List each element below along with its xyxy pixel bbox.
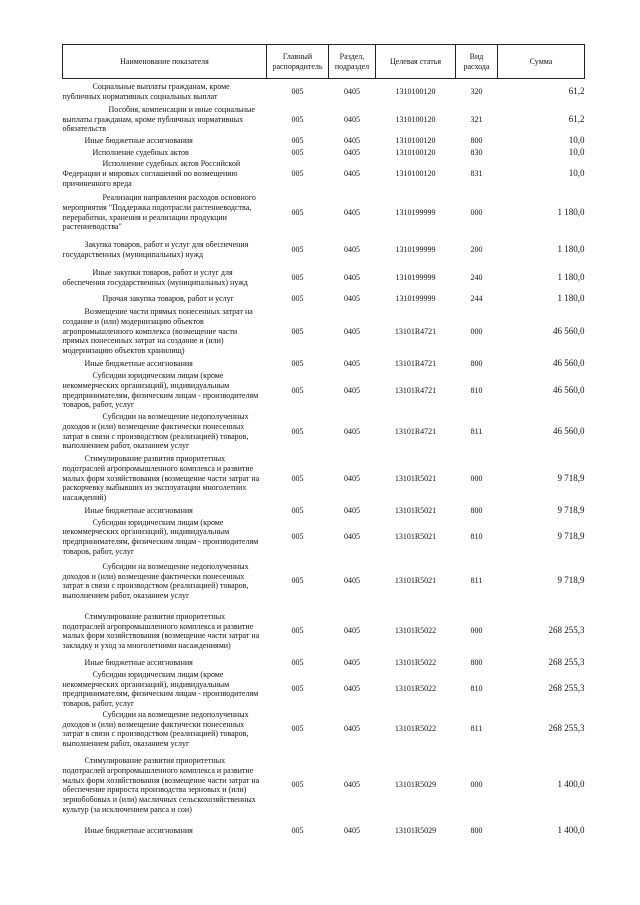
row-type: 830	[470, 147, 483, 157]
row-target: 13101R5021	[394, 532, 437, 542]
row-sum: 268 255,3	[548, 723, 585, 734]
row-section: 0405	[344, 385, 360, 395]
row-name: Стимулирование развития приоритетных подотраслей агропромышленного комплекса и развитие малых форм хозяйствования (возмещение части затрат на раскорчевку выбывших из эксплуатации многолетних насаждений)	[62, 454, 260, 503]
row-name: Закупка товаров, работ и услуг для обеспечения государственных (муниципальных) нужд	[62, 239, 249, 259]
row-type: 810	[470, 532, 483, 542]
row-admin: 005	[291, 359, 304, 369]
row-type: 811	[470, 426, 483, 436]
row-section: 0405	[344, 86, 360, 96]
table-row	[63, 190, 585, 236]
row-sum: 1 180,0	[557, 206, 585, 217]
row-admin: 005	[291, 684, 304, 694]
row-type: 811	[470, 576, 483, 586]
row-admin: 005	[291, 135, 304, 145]
row-type: 800	[470, 826, 483, 836]
row-name: Субсидии юридическим лицам (кроме некоммерческих организаций), индивидуальным предпринимателям, физическим лицам - производителям товаров, работ, услуг	[62, 669, 259, 709]
row-section: 0405	[344, 272, 360, 282]
table-row	[63, 292, 585, 306]
table-row	[63, 709, 585, 749]
row-name: Пособия, компенсации и иные социальные выплаты гражданам, кроме публичных нормативных обязательств	[62, 104, 255, 134]
table-row	[63, 606, 585, 656]
row-admin: 005	[291, 780, 304, 790]
row-admin: 005	[291, 506, 304, 516]
row-target: 13101R5022	[394, 657, 437, 667]
row-admin: 005	[291, 657, 304, 667]
budget-table	[62, 44, 585, 841]
row-type: 000	[470, 780, 483, 790]
row-sum: 46 560,0	[553, 425, 585, 436]
row-target: 13101R5029	[394, 780, 437, 790]
row-type: 000	[470, 473, 483, 483]
row-target: 13101R5021	[394, 506, 437, 516]
row-type: 321	[470, 114, 483, 124]
row-section: 0405	[344, 473, 360, 483]
row-section: 0405	[344, 684, 360, 694]
row-sum: 1 180,0	[557, 271, 585, 282]
table-row	[63, 669, 585, 709]
header-type: Вид расхода	[456, 45, 498, 79]
row-type: 240	[470, 272, 483, 282]
row-target: 1310100120	[395, 135, 436, 145]
row-section: 0405	[344, 506, 360, 516]
row-name: Иные закупки товаров, работ и услуг для обеспечения государственных (муниципальных) нужд	[62, 267, 248, 287]
row-type: 000	[470, 207, 483, 217]
row-target: 13101R5022	[394, 626, 437, 636]
row-section: 0405	[344, 114, 360, 124]
row-name: Прочая закупка товаров, работ и услуг	[102, 293, 234, 303]
row-admin: 005	[291, 385, 304, 395]
header-name: Наименование показателя	[63, 45, 267, 79]
row-section: 0405	[344, 244, 360, 254]
row-target: 1310100120	[395, 169, 436, 179]
row-sum: 46 560,0	[553, 325, 585, 336]
row-admin: 005	[291, 272, 304, 282]
row-sum: 268 255,3	[548, 683, 585, 694]
row-type: 200	[470, 244, 483, 254]
table-row	[63, 371, 585, 411]
row-type: 810	[470, 684, 483, 694]
row-name: Стимулирование развития приоритетных подотраслей агропромышленного комплекса и развитие малых форм хозяйствования (возмещение части затрат на закладку и уход за многолетними насаждениями)	[62, 611, 260, 651]
row-target: 1310100120	[395, 86, 436, 96]
row-target: 13101R5022	[394, 684, 437, 694]
row-section: 0405	[344, 147, 360, 157]
table-row	[63, 105, 585, 135]
row-target: 13101R4721	[394, 385, 437, 395]
row-target: 1310199999	[395, 244, 436, 254]
row-sum: 61,2	[568, 85, 585, 96]
row-name: Исполнение судебных актов	[92, 147, 189, 157]
row-type: 800	[470, 135, 483, 145]
header-section: Раздел, подраздел	[329, 45, 376, 79]
table-row	[63, 518, 585, 557]
row-target: 13101R5021	[394, 576, 437, 586]
row-name: Иные бюджетные ассигнования	[84, 657, 193, 667]
row-admin: 005	[291, 86, 304, 96]
row-type: 831	[470, 169, 483, 179]
row-section: 0405	[344, 576, 360, 586]
row-name: Исполнение судебных актов Российской Федерации и мировых соглашений по возмещению причиненного вреда	[62, 159, 241, 188]
header-admin: Главный распорядитель	[267, 45, 329, 79]
row-type: 800	[470, 359, 483, 369]
row-admin: 005	[291, 426, 304, 436]
row-name: Субсидии на возмещение недополученных доходов и (или) возмещение фактически понесенных затрат в связи с производством (реализацией) товаров, выполнением работ, оказанием услуг	[62, 709, 249, 749]
row-target: 1310100120	[395, 114, 436, 124]
row-section: 0405	[344, 532, 360, 542]
row-name: Субсидии на возмещение недополученных доходов и (или) возмещение фактически понесенных затрат в связи с производством (реализацией) товаров, выполнением работ, оказанием услуг	[62, 561, 249, 601]
row-target: 1310199999	[395, 272, 436, 282]
row-type: 800	[470, 506, 483, 516]
row-admin: 005	[291, 576, 304, 586]
row-sum: 9 718,9	[557, 472, 585, 483]
row-sum: 10,0	[568, 134, 585, 145]
table-row	[63, 79, 585, 105]
row-admin: 005	[291, 532, 304, 542]
row-admin: 005	[291, 169, 304, 179]
row-name: Возмещение части прямых понесенных затрат на создание и (или) модернизацию объектов агропромышленного комплекса (возмещение части прямых понесенных затрат на создание и (или) модернизацию объектов хранилищ)	[62, 307, 253, 356]
row-target: 13101R4721	[394, 426, 437, 436]
row-target: 13101R5021	[394, 473, 437, 483]
header-target: Целевая статья	[376, 45, 456, 79]
row-sum: 46 560,0	[553, 358, 585, 369]
row-admin: 005	[291, 826, 304, 836]
table-row	[63, 135, 585, 147]
row-sum: 10,0	[568, 146, 585, 157]
row-section: 0405	[344, 207, 360, 217]
row-sum: 1 400,0	[557, 825, 585, 836]
row-sum: 10,0	[568, 168, 585, 179]
table-header	[63, 45, 585, 79]
row-admin: 005	[291, 207, 304, 217]
row-section: 0405	[344, 780, 360, 790]
header-sum: Сумма	[498, 45, 585, 79]
row-name: Субсидии юридическим лицам (кроме некоммерческих организаций), индивидуальным предпринимателям, физическим лицам - производителям товаров, работ, услуг	[62, 371, 259, 410]
row-name: Субсидии на возмещение недополученных доходов и (или) возмещение фактически понесенных затрат в связи с производством (реализацией) товаров, выполнением работ, оказанием услуг	[62, 412, 249, 451]
row-section: 0405	[344, 326, 360, 336]
table-row	[63, 236, 585, 264]
row-type: 320	[470, 86, 483, 96]
row-type: 811	[470, 724, 483, 734]
table-row	[63, 505, 585, 518]
row-admin: 005	[291, 147, 304, 157]
row-sum: 46 560,0	[553, 384, 585, 395]
table-row	[63, 147, 585, 159]
row-type: 810	[470, 385, 483, 395]
row-name: Стимулирование развития приоритетных подотраслей агропромышленного комплекса и развитие малых форм хозяйствования (возмещение части затрат на обеспечение прироста производства зерновых и (или) зернобобовых и (или) масличных сельскохозяйственных культур (за исключением рапса и сои)	[62, 756, 260, 814]
row-name: Субсидии юридическим лицам (кроме некоммерческих организаций), индивидуальным предпринимателям, физическим лицам - производителям товаров, работ, услуг	[62, 517, 259, 556]
row-sum: 1 180,0	[557, 292, 585, 303]
row-target: 1310199999	[395, 293, 436, 303]
row-admin: 005	[291, 626, 304, 636]
table-body	[63, 79, 585, 842]
row-name: Иные бюджетные ассигнования	[84, 135, 193, 145]
row-admin: 005	[291, 326, 304, 336]
row-name: Иные бюджетные ассигнования	[84, 826, 193, 836]
row-section: 0405	[344, 626, 360, 636]
row-section: 0405	[344, 724, 360, 734]
row-section: 0405	[344, 657, 360, 667]
row-admin: 005	[291, 114, 304, 124]
row-section: 0405	[344, 169, 360, 179]
row-name: Социальные выплаты гражданам, кроме публичных нормативных социальных выплат	[62, 82, 230, 101]
row-type: 244	[470, 293, 483, 303]
row-section: 0405	[344, 359, 360, 369]
table-row	[63, 749, 585, 821]
row-sum: 1 180,0	[557, 243, 585, 254]
row-target: 1310199999	[395, 207, 436, 217]
row-name: Иные бюджетные ассигнования	[84, 506, 193, 516]
row-admin: 005	[291, 293, 304, 303]
row-admin: 005	[291, 244, 304, 254]
row-target: 13101R4721	[394, 326, 437, 336]
row-name: Иные бюджетные ассигнования	[84, 359, 193, 369]
row-sum: 1 400,0	[557, 779, 585, 790]
row-type: 000	[470, 326, 483, 336]
row-admin: 005	[291, 473, 304, 483]
row-section: 0405	[344, 426, 360, 436]
table-row	[63, 264, 585, 292]
row-admin: 005	[291, 724, 304, 734]
row-sum: 9 718,9	[557, 531, 585, 542]
row-sum: 61,2	[568, 113, 585, 124]
table-row	[63, 358, 585, 371]
row-target: 1310100120	[395, 147, 436, 157]
table-row	[63, 821, 585, 841]
row-type: 000	[470, 626, 483, 636]
row-section: 0405	[344, 293, 360, 303]
row-type: 800	[470, 657, 483, 667]
table-row	[63, 306, 585, 358]
row-section: 0405	[344, 135, 360, 145]
table-row	[63, 411, 585, 453]
table-row	[63, 453, 585, 505]
row-section: 0405	[344, 826, 360, 836]
row-sum: 268 255,3	[548, 625, 585, 636]
row-sum: 9 718,9	[557, 575, 585, 586]
table-row	[63, 159, 585, 190]
table-row	[63, 556, 585, 606]
table-row	[63, 656, 585, 669]
row-target: 13101R5022	[394, 724, 437, 734]
row-name: Реализация направления расходов основного мероприятия "Поддержка подотрасли растениеводства, переработки, хранения и реализации продукции растениеводства"	[62, 193, 256, 232]
row-target: 13101R5029	[394, 826, 437, 836]
row-target: 13101R4721	[394, 359, 437, 369]
row-sum: 9 718,9	[557, 505, 585, 516]
row-sum: 268 255,3	[548, 656, 585, 667]
